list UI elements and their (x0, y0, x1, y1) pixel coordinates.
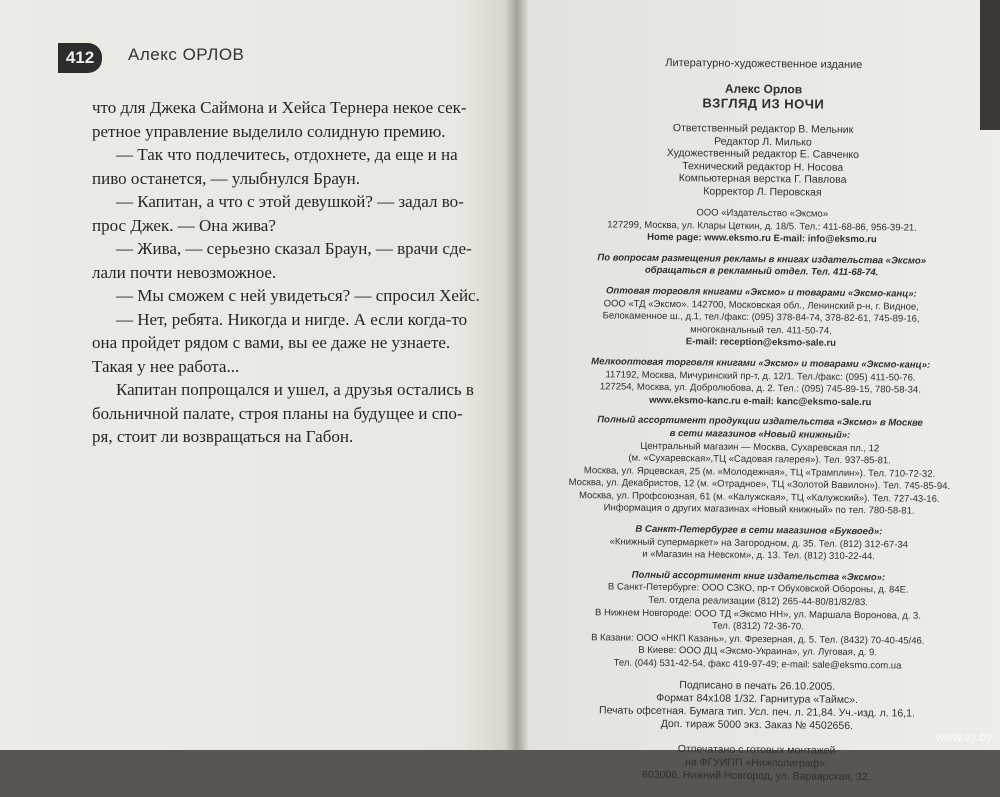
ads-line: По вопросам размещения рекламы в книгах издательства «Эксмо» (597, 252, 927, 267)
moscow-stores (559, 414, 960, 519)
wholesale-line: многоканальный тел. 411-50-74. (690, 324, 832, 337)
publisher-line: ООО «Издательство «Эксмо» (696, 207, 829, 220)
paragraph: Капитан попрощался и ушел, а друзья остались в больничной палате, строя планы на будущее и спо- ря, стоит ли возвращаться на Габон. (92, 380, 474, 446)
wholesale-line: Белокаменное ш., д.1, тел./факс: (095) 378-84-74, 378-82-61, 745-89-16, (602, 310, 920, 325)
publisher-line: Home page: www.eksmo.ru E-mail: info@eksmo.ru (647, 231, 877, 246)
print-line: Доп. тираж 5000 экз. Заказ № 4502656. (660, 717, 854, 732)
imprint-page (556, 56, 964, 797)
store-line: Центральный магазин — Москва, Сухаревская пл., 12 (640, 440, 880, 454)
genre-line: Литературно-художественное издание (665, 56, 863, 72)
dealer-line: Тел. (044) 531-42-54, факс 419-97-49; e-mail: sale@eksmo.com.ua (613, 657, 902, 672)
print-line: Формат 84x108 1/32. Гарнитура «Таймс». (656, 691, 859, 706)
paragraph: что для Джека Саймона и Хейса Тернера некое сек- ретное управление выделило солидную премию. (92, 98, 467, 141)
story-text (92, 96, 487, 449)
spb-stores (559, 523, 959, 565)
ads-info (562, 252, 962, 281)
page-number: 412 (58, 43, 102, 73)
moscow-heading: Полный ассортимент продукции издательства «Эксмо» в Москве (597, 414, 923, 430)
wholesale-heading: Оптовая торговля книгами «Эксмо» и товарами «Эксмо-канц»: (606, 285, 917, 300)
smallwholesale-heading: Мелкооптовая торговля книгами «Эксмо» и товарами «Эксмо-канц»: (591, 356, 931, 371)
dealer-line: В Киеве: ООО ДЦ «Эксмо-Украина», ул. Луговая, д. 9. (638, 645, 878, 659)
store-line: Москва, ул. Декабристов, 12 (м. «Отрадное», ТЦ «Золотой Вавилон»). Тел. 745-85-94. (568, 477, 951, 493)
printer-line: Отпечатано с готовых монтажей (677, 742, 836, 757)
dealer-line: В Нижнем Новгороде: ООО ТД «Эксмо НН», ул. Маршала Воронова, д. 3. (595, 606, 922, 622)
credit-line: Ответственный редактор В. Мельник (672, 122, 854, 136)
paragraph: — Так что подлечитесь, отдохнете, да еще и на пиво останется, — улыбнулся Браун. (92, 145, 458, 188)
print-line: Подписано в печать 26.10.2005. (679, 678, 836, 693)
printer-info (556, 741, 956, 784)
credit-line: Компьютерная верстка Г. Павлова (678, 172, 847, 186)
dealer-line: Тел. отдела реализации (812) 265-44-80/81/82/83. (648, 594, 868, 609)
publisher-info (562, 206, 962, 248)
store-line: и «Магазин на Невском», д. 13. Тел. (812) 310-22-44. (642, 549, 876, 563)
background-corner (980, 0, 1000, 130)
paragraph: — Нет, ребята. Никогда и нигде. А если когда-то она пройдет рядом с вами, вы ее даже не узнаете. Такая у нее работа... (92, 309, 468, 376)
smallwholesale-line: 127254, Москва, ул. Добролюбова, д. 2. Тел.: (095) 745-89-15, 780-58-34. (599, 381, 921, 396)
dealer-line: В Санкт-Петербурге: ООО СЗКО, пр-т Обуховской Обороны, д. 84Е. (607, 581, 909, 597)
credit-line: Технический редактор Н. Носова (682, 159, 844, 174)
smallwholesale-info (560, 356, 961, 411)
wholesale-info (561, 285, 962, 352)
smallwholesale-line: www.eksmo-kanc.ru e-mail: kanc@eksmo-sale.ru (649, 394, 872, 408)
credit-line: Редактор Л. Милько (714, 135, 812, 149)
store-line: Информация о других магазинах «Новый книжный» по тел. 780-58-81. (603, 502, 915, 518)
paragraph: — Капитан, а что с этой девушкой? — задал во- прос Джек. — Она жива? (92, 192, 464, 235)
book-spine (505, 0, 529, 750)
printer-line: на ФГУИПП «Нижполиграф». (684, 755, 829, 770)
store-line: «Книжный супермаркет» на Загородном, д. 35. Тел. (812) 312-67-34 (609, 536, 909, 551)
credit-line: Художественный редактор Е. Савченко (666, 147, 860, 162)
wholesale-line: ООО «ТД «Эксмо». 142700, Московская обл., Ленинский р-н, г. Видное, (603, 297, 919, 313)
store-line: (м. «Сухаревская»,ТЦ «Садовая галерея»). Тел. 937-85-81. (628, 452, 891, 467)
smallwholesale-line: 117192, Москва, Мичуринский пр-т, д. 12/1. Тел./факс: (095) 411-50-76. (605, 368, 916, 384)
credit-line: Корректор Л. Перовская (703, 184, 822, 199)
dealer-line: Тел. (8312) 72-36-70. (711, 620, 804, 633)
spb-heading: В Санкт-Петербурге в сети магазинов «Буквоед»: (635, 523, 883, 538)
ads-line: обращаться в рекламный отдел. Тел. 411-68-74. (644, 265, 879, 279)
printer-line: 603006, Нижний Новгород, ул. Варварская, 32. (642, 768, 871, 783)
dealer-line: В Казани: ООО «НКП Казань», ул. Фрезерная, д. 5. Тел. (8432) 70-40-45/46. (591, 632, 925, 647)
full-assortment (557, 569, 958, 674)
full-heading: Полный ассортимент книг издательства «Эксмо»: (631, 569, 886, 584)
credits (562, 121, 963, 200)
publisher-line: 127299, Москва, ул. Клары Цеткин, д. 18/5. Тел.: 411-68-86, 956-39-21. (607, 218, 917, 234)
print-info (557, 677, 958, 733)
paragraph: — Жива, — серьезно сказал Браун, — врачи сде- лали почти невозможное. (92, 239, 472, 282)
running-head: Алекс ОРЛОВ (128, 45, 245, 64)
store-line: Москва, ул. Профсоюзная, 61 (м. «Калужская», ТЦ «Калужский»). Тел. 727-43-16. (578, 489, 940, 505)
moscow-heading: в сети магазинов «Новый книжный»: (669, 427, 851, 441)
book-title: ВЗГЛЯД ИЗ НОЧИ (702, 95, 825, 112)
wholesale-line: E-mail: reception@eksmo-sale.ru (685, 336, 837, 350)
book-author: Алекс Орлов (724, 81, 803, 97)
paragraph: — Мы сможем с ней увидеться? — спросил Хейс. (116, 286, 480, 305)
store-line: Москва, ул. Ярцевская, 25 (м. «Молодежная», ТЦ «Трамплин»). Тел. 710-72-32. (583, 464, 936, 480)
watermark: www.ay.by (935, 730, 992, 744)
print-line: Печать офсетная. Бумага тип. Усл. печ. л. 21,84. Уч.-изд. л. 16,1. (598, 703, 916, 720)
